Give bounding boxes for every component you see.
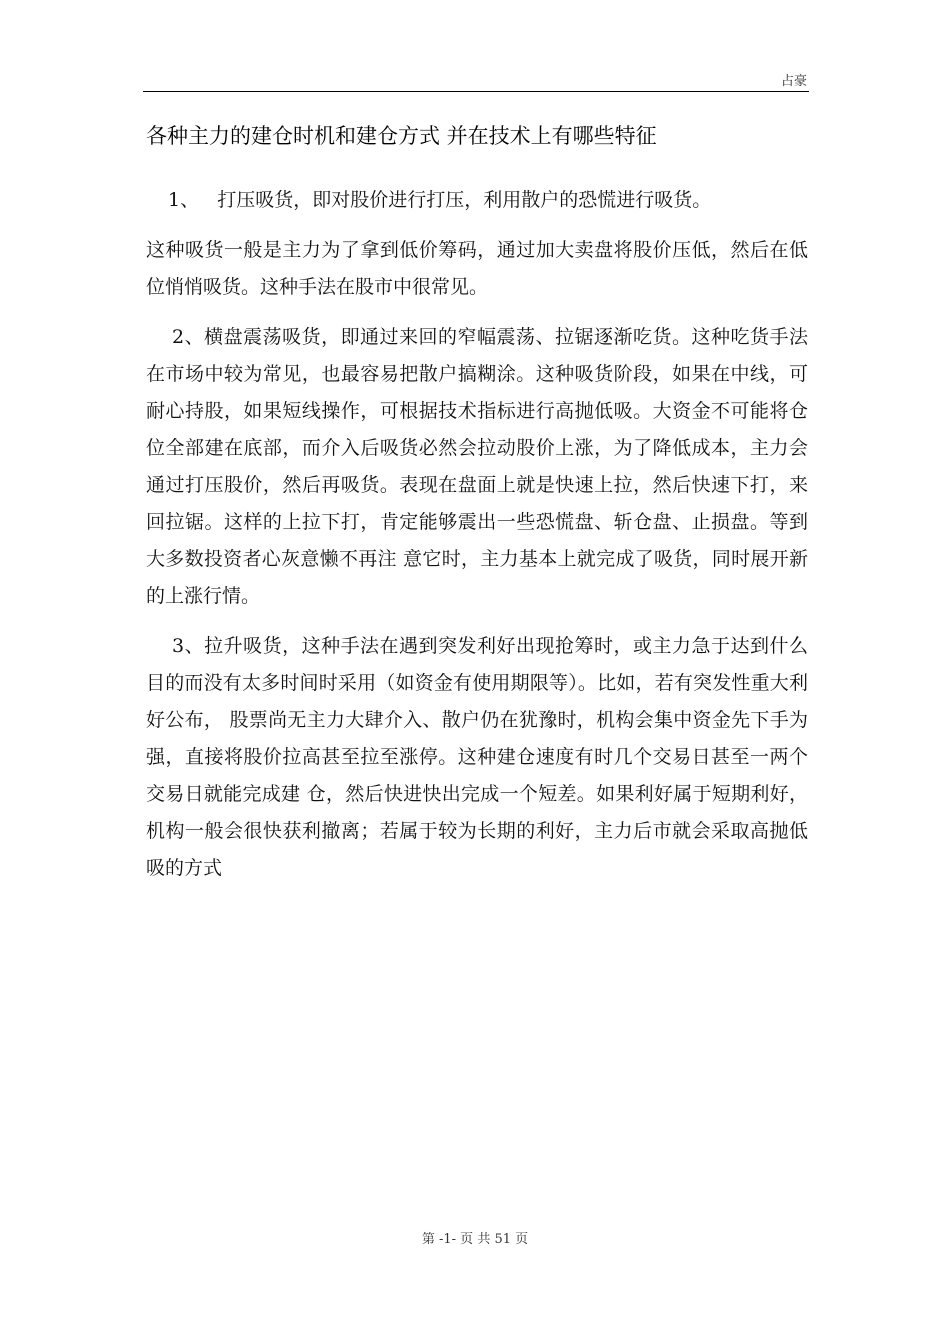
page-footer: 第 -1- 页 共 51 页: [421, 1232, 529, 1247]
paragraph-2: 这种吸货一般是主力为了拿到低价筹码，通过加大卖盘将股价压低，然后在低位悄悄吸货。这种手法在股市中很常见。: [146, 239, 808, 298]
document-body: [146, 182, 808, 887]
paragraph-3: 2、横盘震荡吸货，即通过来回的窄幅震荡、拉锯逐渐吃货。这种吃货手法在市场中较为常见，也最容易把散户搞糊涂。这种吸货阶段，如果在中线，可耐心持股，如果短线操作，可根据技术指标进行高抛低吸。大资金不可能将仓位全部建在底部，而介入后吸货必然会拉动股价上涨，为了降低成本，主力会通过打压股价，然后再吸货。表现在盘面上就是快速上拉，然后快速下打，来回拉锯。这样的上拉下打，肯定能够震出一些恐慌盘、斩仓盘、止损盘。等到大多数投资者心灰意懒不再注 意它时，主力基本上就完成了吸货，同时展开新的上涨行情。: [146, 326, 808, 607]
paragraph-4: 3、拉升吸货，这种手法在遇到突发利好出现抢筹时，或主力急于达到什么目的而没有太多时间时采用（如资金有使用期限等）。比如，若有突发性重大利好公布， 股票尚无主力大肆介入、散户仍在犹豫时，机构会集中资金先下手为强，直接将股价拉高甚至拉至涨停。这种建仓速度有时几个交易日甚至一两个交易日就能完成建 仓，然后快进快出完成一个短差。如果利好属于短期利好，机构一般会很快获利撤离；若属于较为长期的利好，主力后市就会采取高抛低吸的方式: [146, 635, 808, 879]
document-title: 各种主力的建仓时机和建仓方式 并在技术上有哪些特征: [146, 124, 657, 148]
header-author: 占豪: [780, 74, 807, 89]
header-divider: [143, 91, 809, 92]
paragraph-1: 1、 打压吸货，即对股价进行打压，利用散户的恐慌进行吸货。: [168, 189, 712, 211]
